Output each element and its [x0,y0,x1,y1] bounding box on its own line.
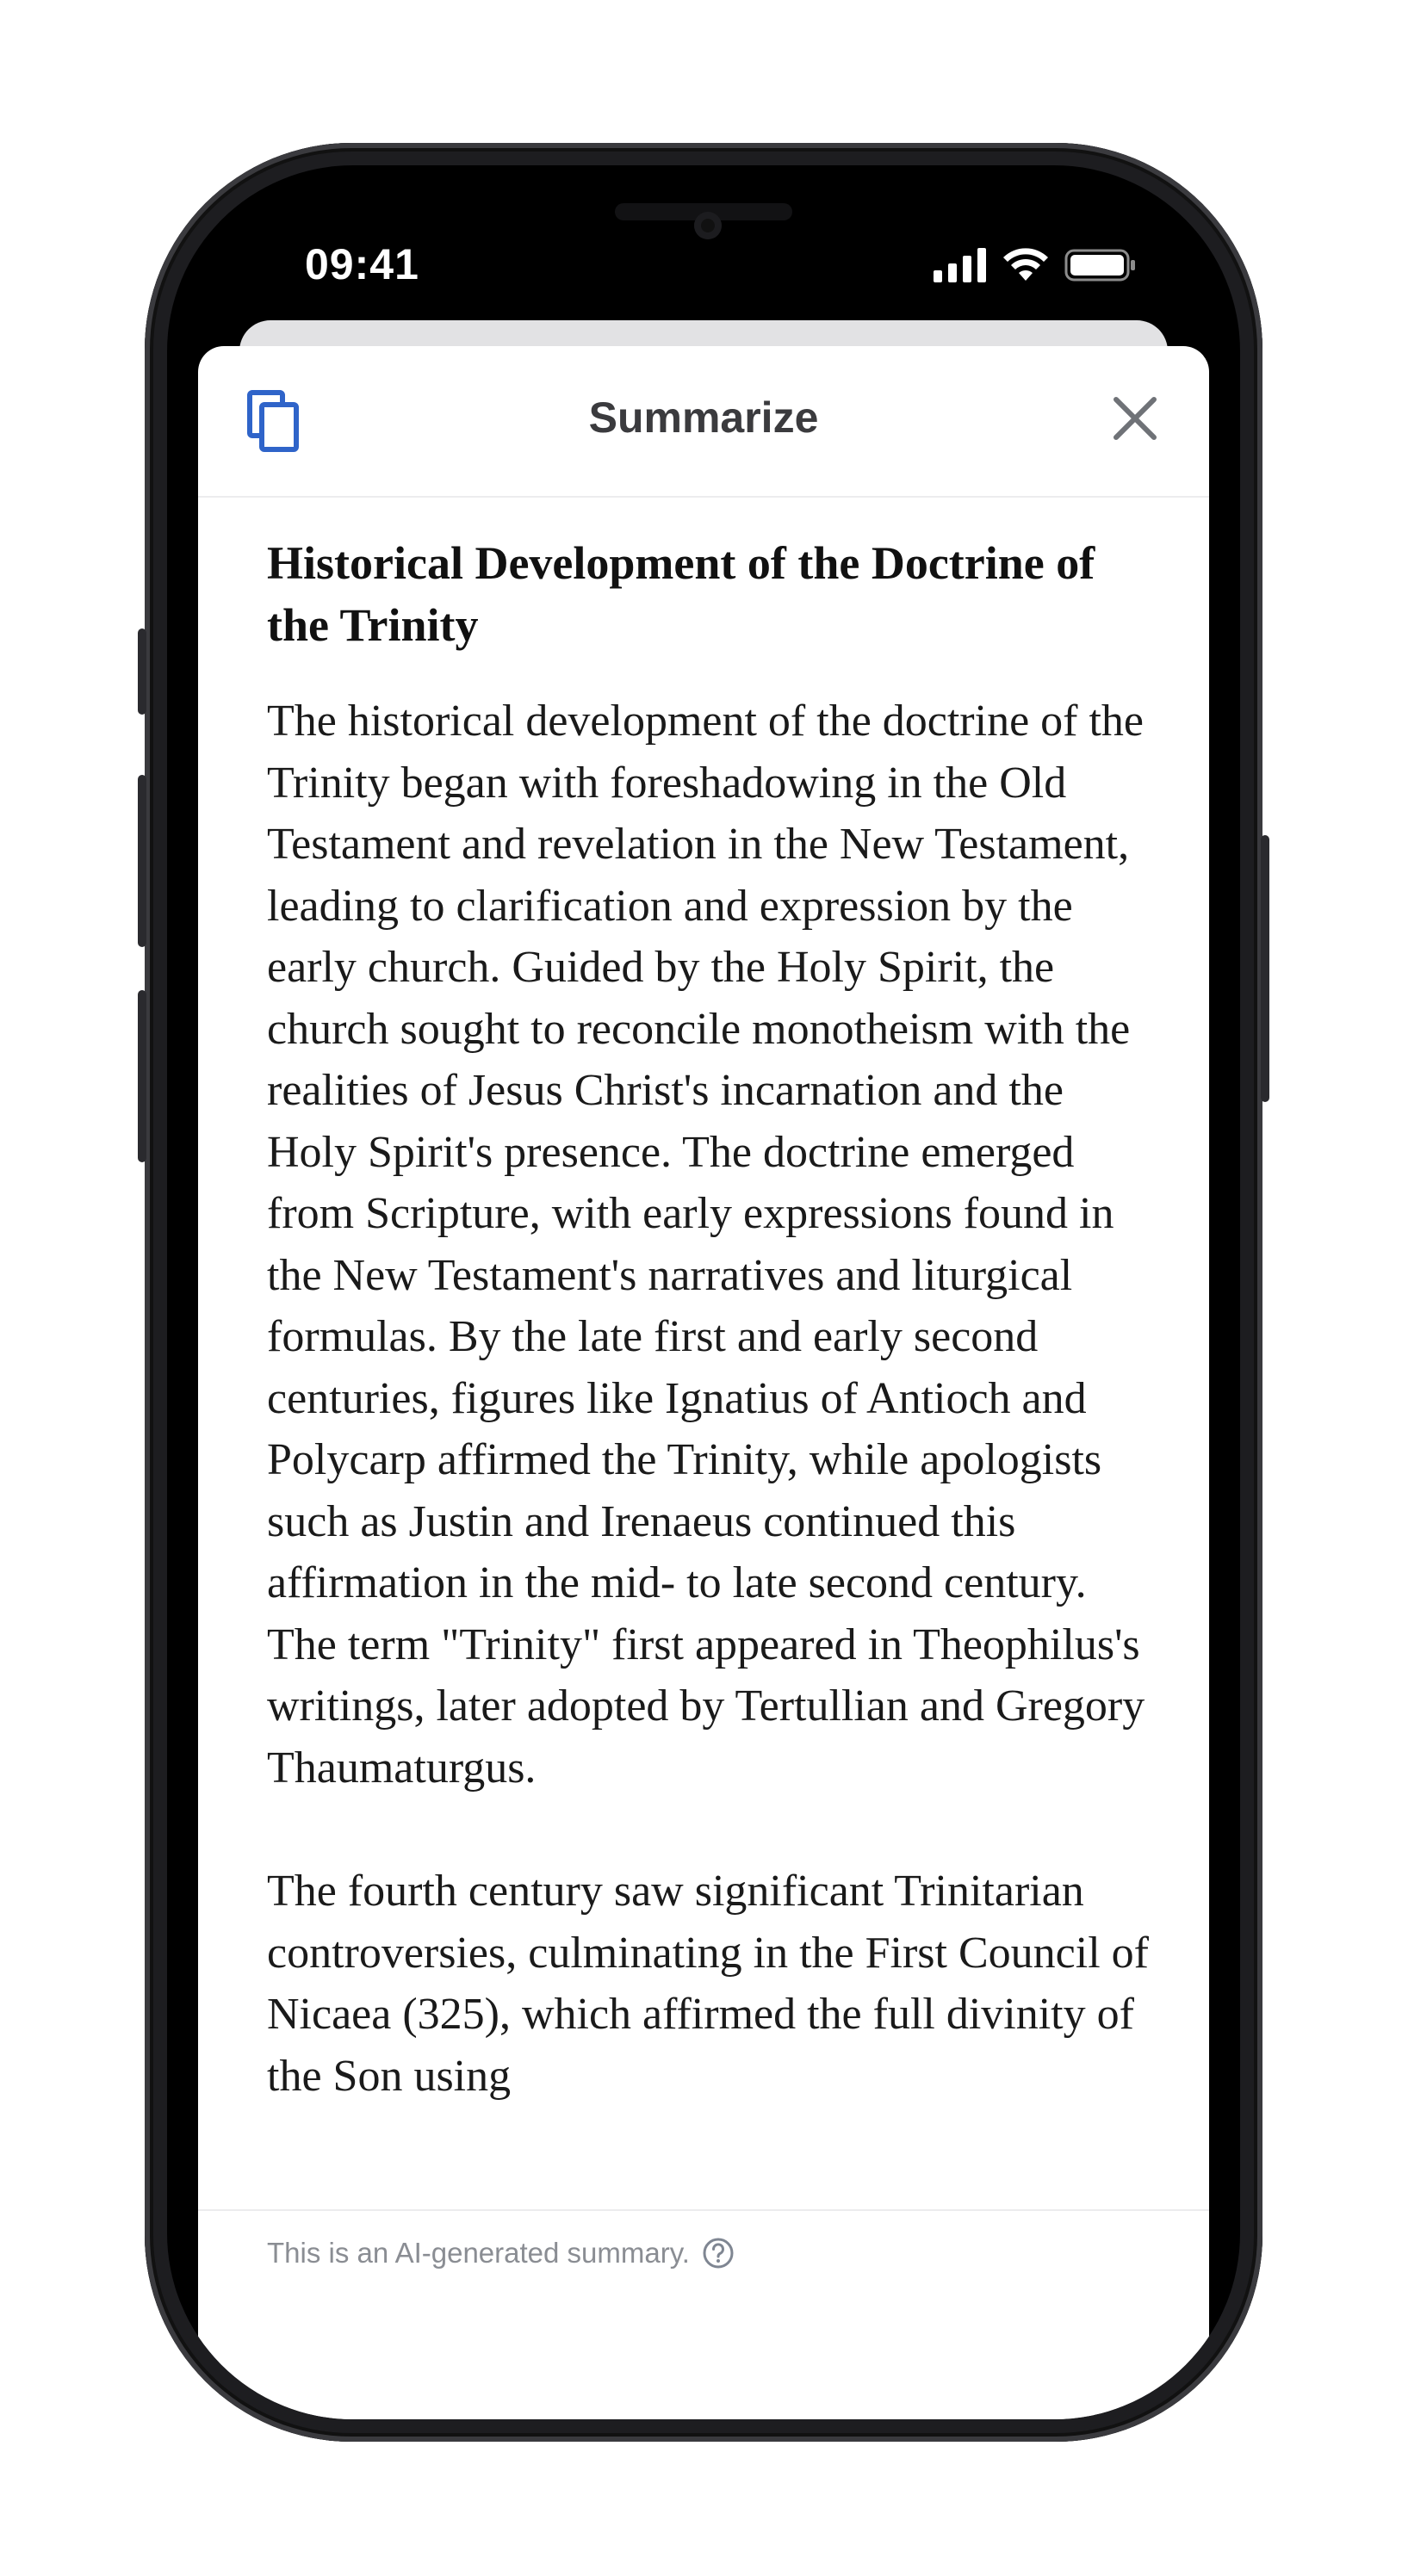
sheet-header [198,346,1209,498]
status-icons [934,246,1137,284]
summarize-sheet [198,346,1209,2419]
close-icon [1109,393,1161,444]
status-time: 09:41 [305,240,419,288]
sheet-footer [198,2209,1209,2419]
summary-paragraph: The historical development of the doctrine of the Trinity began with foreshadowing in the Old Testament and revelation in the New Testament, leading to clarification and expression by the early church. Guided by the Holy Spirit, the church sought to reconcile monotheism with the realities of Jesus Christ's incarnation and the Holy Spirit's presence. The doctrine emerged from Scripture, with early expressions found in the New Testament's narratives and liturgical formulas. By the late first and early second centuries, figures like Ignatius of Antioch and Polycarp affirmed the Trinity, while apologists such as Justin and Irenaeus continued this affirmation in the mid- to late second century. The term "Trinity" first appeared in Theophilus's writings, later adopted by Tertullian and Gregory Thaumaturgus. [267,697,1145,1793]
summary-heading: Historical Development of the Doctrine of the Trinity [267,537,1095,651]
summary-content[interactable] [267,498,1163,2209]
phone-screen [167,165,1240,2419]
volume-up-button [138,775,146,947]
cellular-signal-icon [934,248,987,282]
close-button[interactable] [1109,393,1161,444]
mute-switch [138,629,146,715]
volume-down-button [138,990,146,1162]
power-button [1261,835,1269,1102]
front-camera [694,212,722,239]
ai-disclaimer [267,2237,735,2269]
disclaimer-text: This is an AI-generated summary. [267,2237,690,2269]
sheet-title: Summarize [588,393,819,442]
wifi-icon [1002,248,1049,282]
battery-icon [1064,248,1137,282]
summary-paragraph: The fourth century saw significant Trinitarian controversies, culminating in the First Council of Nicaea (325), which affirmed the full divinity of the Son using [267,1867,1149,2101]
help-circle-icon[interactable] [702,2237,735,2269]
